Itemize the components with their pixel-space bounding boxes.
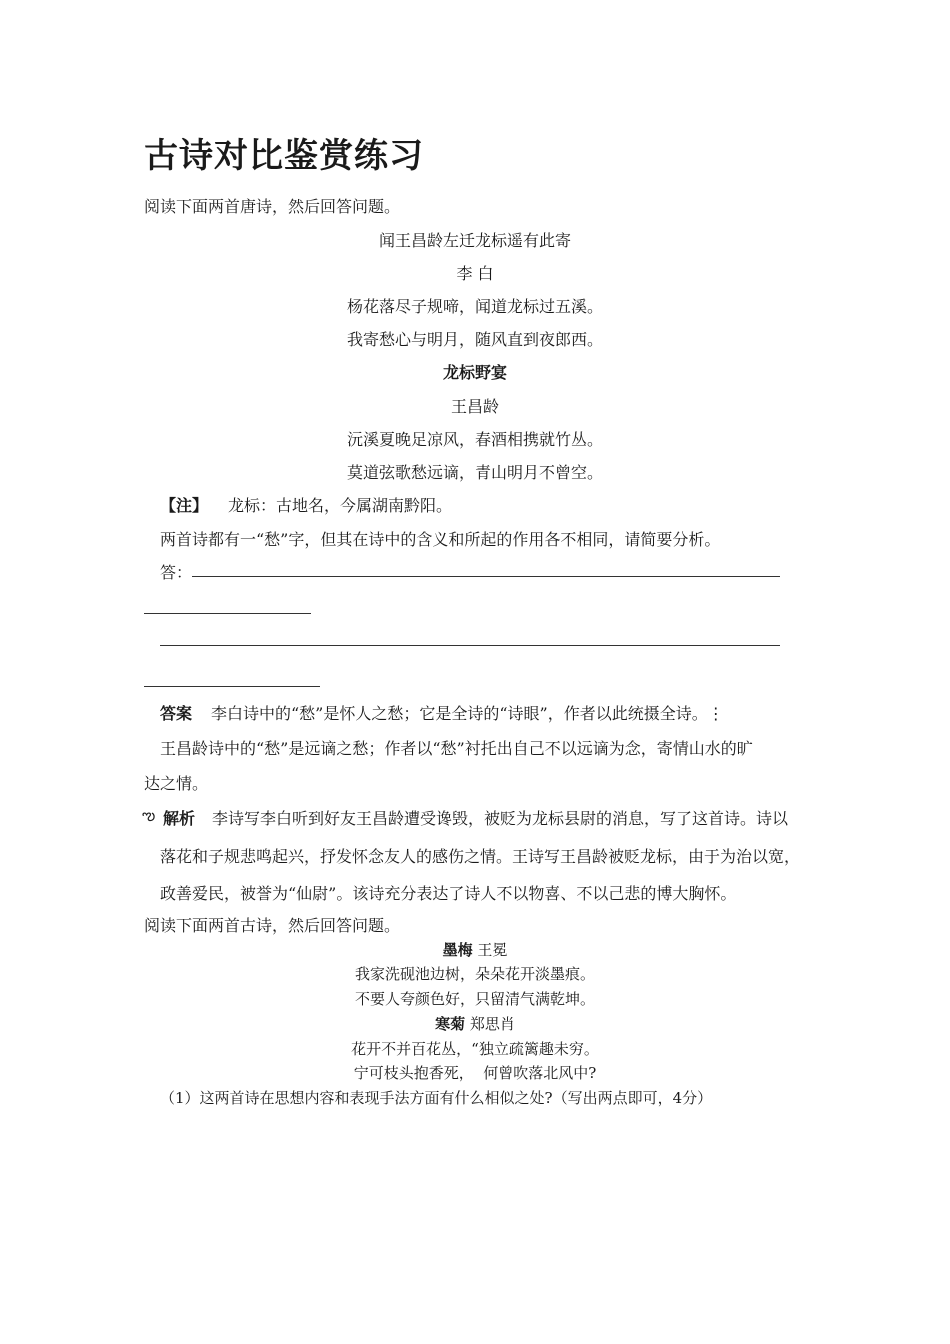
- poem1-line: 我寄愁心与明月，随风直到夜郎西。: [346, 330, 603, 349]
- q2-poem2-heading: [0, 1013, 950, 1034]
- answer-prompt: 答：: [160, 563, 193, 582]
- answer-line[interactable]: [144, 686, 320, 687]
- answer-line[interactable]: [144, 613, 311, 614]
- analysis-mark-icon: ఌ: [142, 806, 156, 824]
- q2-poem1-line: 不要人夸颜色好，只留清气满乾坤。: [354, 990, 595, 1008]
- poem2-title: 龙标野宴: [442, 363, 507, 382]
- q2-poem1-author: 王冕: [477, 941, 508, 959]
- q2-poem1-line: 我家洗砚池边树，朵朵花开淡墨痕。: [354, 965, 595, 983]
- note-label: 【注】: [160, 496, 209, 515]
- q2-question: （1）这两首诗在思想内容和表现手法方面有什么相似之处?（写出两点即可，4分）: [160, 1089, 713, 1107]
- answer-text: 达之情。: [144, 774, 209, 793]
- q2-poem2-line: 花开不并百花丛，“独立疏篱趣未穷。: [351, 1040, 599, 1058]
- analysis-text: 政善爱民，被誉为“仙尉”。该诗充分表达了诗人不以物喜、不以己悲的博大胸怀。: [160, 884, 737, 903]
- answer-text: 王昌龄诗中的“愁”是远谪之愁；作者以“愁”衬托出自己不以远谪为念，寄情山水的旷: [160, 739, 753, 758]
- answer-line[interactable]: [160, 645, 780, 646]
- poem1-line: 杨花落尽子规啼，闻道龙标过五溪。: [346, 297, 603, 316]
- poem2-line: 沅溪夏晚足凉风，春酒相携就竹丛。: [346, 430, 603, 449]
- analysis-text: 落花和子规悲鸣起兴，抒发怀念友人的感伤之情。王诗写王昌龄被贬龙标，由于为治以宽，: [160, 847, 801, 866]
- answer-text: 李白诗中的“愁”是怀人之愁；它是全诗的“诗眼”，作者以此统摄全诗。⋮: [211, 704, 724, 723]
- answer-line[interactable]: [192, 576, 780, 577]
- analysis-text: 李诗写李白听到好友王昌龄遭受谗毁，被贬为龙标县尉的消息，写了这首诗。诗以: [212, 809, 789, 828]
- poem2-author: 王昌龄: [450, 397, 499, 416]
- q2-poem2-title: 寒菊: [435, 1015, 466, 1033]
- poem2-line: 莫道弦歌愁远谪，青山明月不曾空。: [346, 463, 603, 482]
- page-title: 古诗对比鉴赏练习: [144, 136, 424, 176]
- answer-label: 答案: [160, 704, 193, 723]
- q1-intro: 阅读下面两首唐诗，然后回答问题。: [144, 197, 401, 216]
- q2-poem2-line: 宁可枝头抱香死， 何曾吹落北风中?: [353, 1064, 597, 1082]
- poem1-author: 李 白: [456, 264, 494, 283]
- q2-poem1-heading: [0, 939, 950, 960]
- q2-poem1-title: 墨梅: [442, 941, 473, 959]
- q1-question: 两首诗都有一“愁”字，但其在诗中的含义和所起的作用各不相同，请简要分析。: [160, 530, 721, 549]
- analysis-label: 解析: [163, 809, 196, 828]
- note-text: 龙标：古地名，今属湖南黔阳。: [228, 496, 453, 515]
- poem1-title: 闻王昌龄左迁龙标遥有此寄: [378, 231, 571, 250]
- q2-poem2-author: 郑思肖: [469, 1015, 515, 1033]
- q2-intro: 阅读下面两首古诗，然后回答问题。: [144, 916, 401, 935]
